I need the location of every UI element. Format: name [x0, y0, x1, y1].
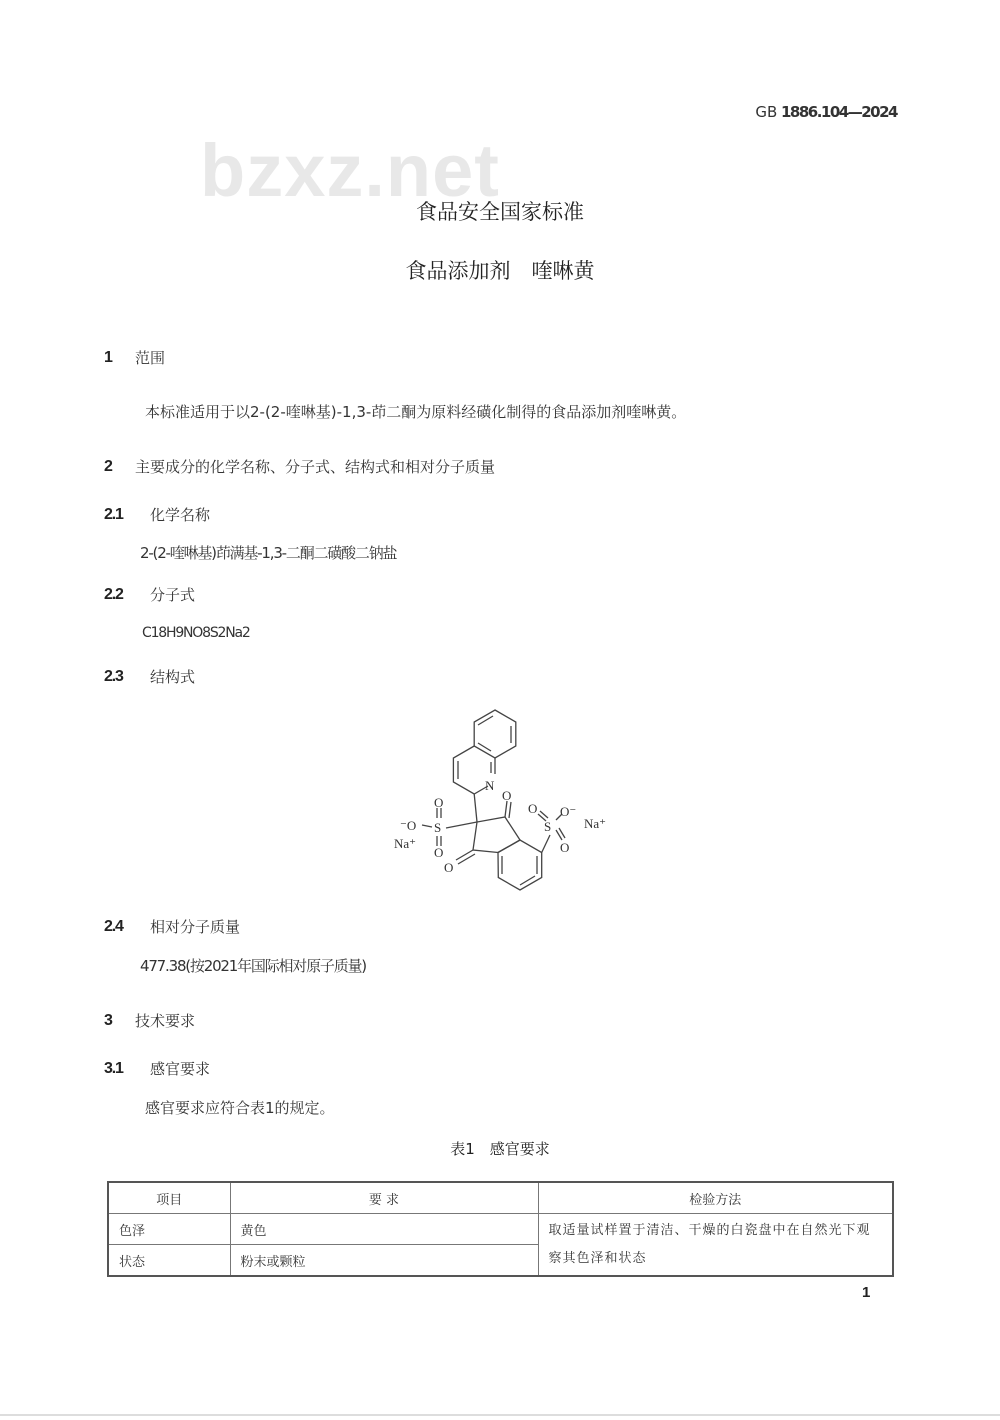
doc-subtitle: 食品添加剂 喹啉黄 — [405, 259, 595, 283]
section-number: 1 — [104, 349, 113, 366]
nitrogen-label: N — [485, 778, 495, 793]
doc-title: 食品安全国家标准 — [416, 200, 584, 224]
oxygen-anion-label: ⁻O — [400, 818, 417, 833]
watermark: bzxz.net — [200, 129, 500, 212]
five-ring — [473, 817, 520, 853]
molecular-mass: 477.38(按2021年国际相对原子质量) — [140, 957, 366, 975]
section-number: 2.4 — [104, 918, 123, 935]
column-header: 要 求 — [230, 1182, 538, 1214]
oxygen-label: O — [528, 801, 538, 816]
oxygen-label: O — [434, 795, 444, 810]
molecular-formula: C18H9NO8S2Na2 — [142, 625, 250, 641]
sodium-label: Na⁺ — [584, 816, 607, 831]
scope-text: 本标准适用于以2-(2-喹啉基)-1,3-茚二酮为原料经磺化制得的食品添加剂喹啉黄。 — [145, 403, 687, 421]
section-number: 2.2 — [104, 586, 123, 603]
column-header: 检验方法 — [538, 1182, 893, 1214]
section-number: 2.1 — [104, 506, 123, 523]
section-heading: 技术要求 — [135, 1012, 196, 1030]
table-header-row — [108, 1182, 893, 1214]
section-heading: 范围 — [135, 349, 166, 367]
sensory-table — [107, 1181, 894, 1277]
method-cell: 取适量试样置于清洁、干燥的白瓷盘中在自然光下观察其色泽和状态 — [538, 1214, 893, 1277]
sodium-label: Na⁺ — [394, 836, 417, 851]
structural-formula — [380, 700, 620, 900]
page-edge-divider — [0, 1414, 1000, 1416]
section-number: 3.1 — [104, 1060, 123, 1077]
benzo-ring — [474, 710, 516, 758]
section-heading: 主要成分的化学名称、分子式、结构式和相对分子质量 — [135, 458, 496, 476]
table-caption: 表1 感官要求 — [450, 1140, 550, 1158]
std-number: 1886.104—2024 — [780, 103, 897, 121]
section-number: 3 — [104, 1012, 113, 1029]
benzene-ring — [498, 840, 542, 890]
column-header: 项目 — [108, 1182, 230, 1214]
section-number: 2 — [104, 458, 113, 475]
page-number: 1 — [862, 1284, 871, 1301]
table-row — [108, 1214, 893, 1245]
sulfur-label: S — [544, 819, 552, 834]
oxygen-label: O — [560, 840, 570, 855]
section-heading: 结构式 — [150, 668, 196, 686]
item-cell: 色泽 — [108, 1214, 230, 1245]
chemical-name: 2-(2-喹啉基)茚满基-1,3-二酮二磺酸二钠盐 — [140, 544, 397, 562]
oxygen-anion-label: O⁻ — [560, 804, 577, 819]
requirement-cell: 黄色 — [230, 1214, 538, 1245]
section-heading: 感官要求 — [150, 1060, 211, 1078]
standard-number — [755, 103, 897, 121]
std-prefix: GB — [755, 103, 778, 121]
sulfur-label: S — [434, 820, 442, 835]
section-heading: 分子式 — [150, 586, 196, 604]
section-heading: 化学名称 — [150, 506, 211, 524]
requirement-cell: 粉末或颗粒 — [230, 1245, 538, 1277]
oxygen-label: O — [434, 845, 444, 860]
section-number: 2.3 — [104, 668, 123, 685]
oxygen-label: O — [502, 788, 512, 803]
item-cell: 状态 — [108, 1245, 230, 1277]
oxygen-label: O — [444, 860, 454, 875]
sensory-text: 感官要求应符合表1的规定。 — [145, 1099, 335, 1117]
section-heading: 相对分子质量 — [150, 918, 241, 936]
